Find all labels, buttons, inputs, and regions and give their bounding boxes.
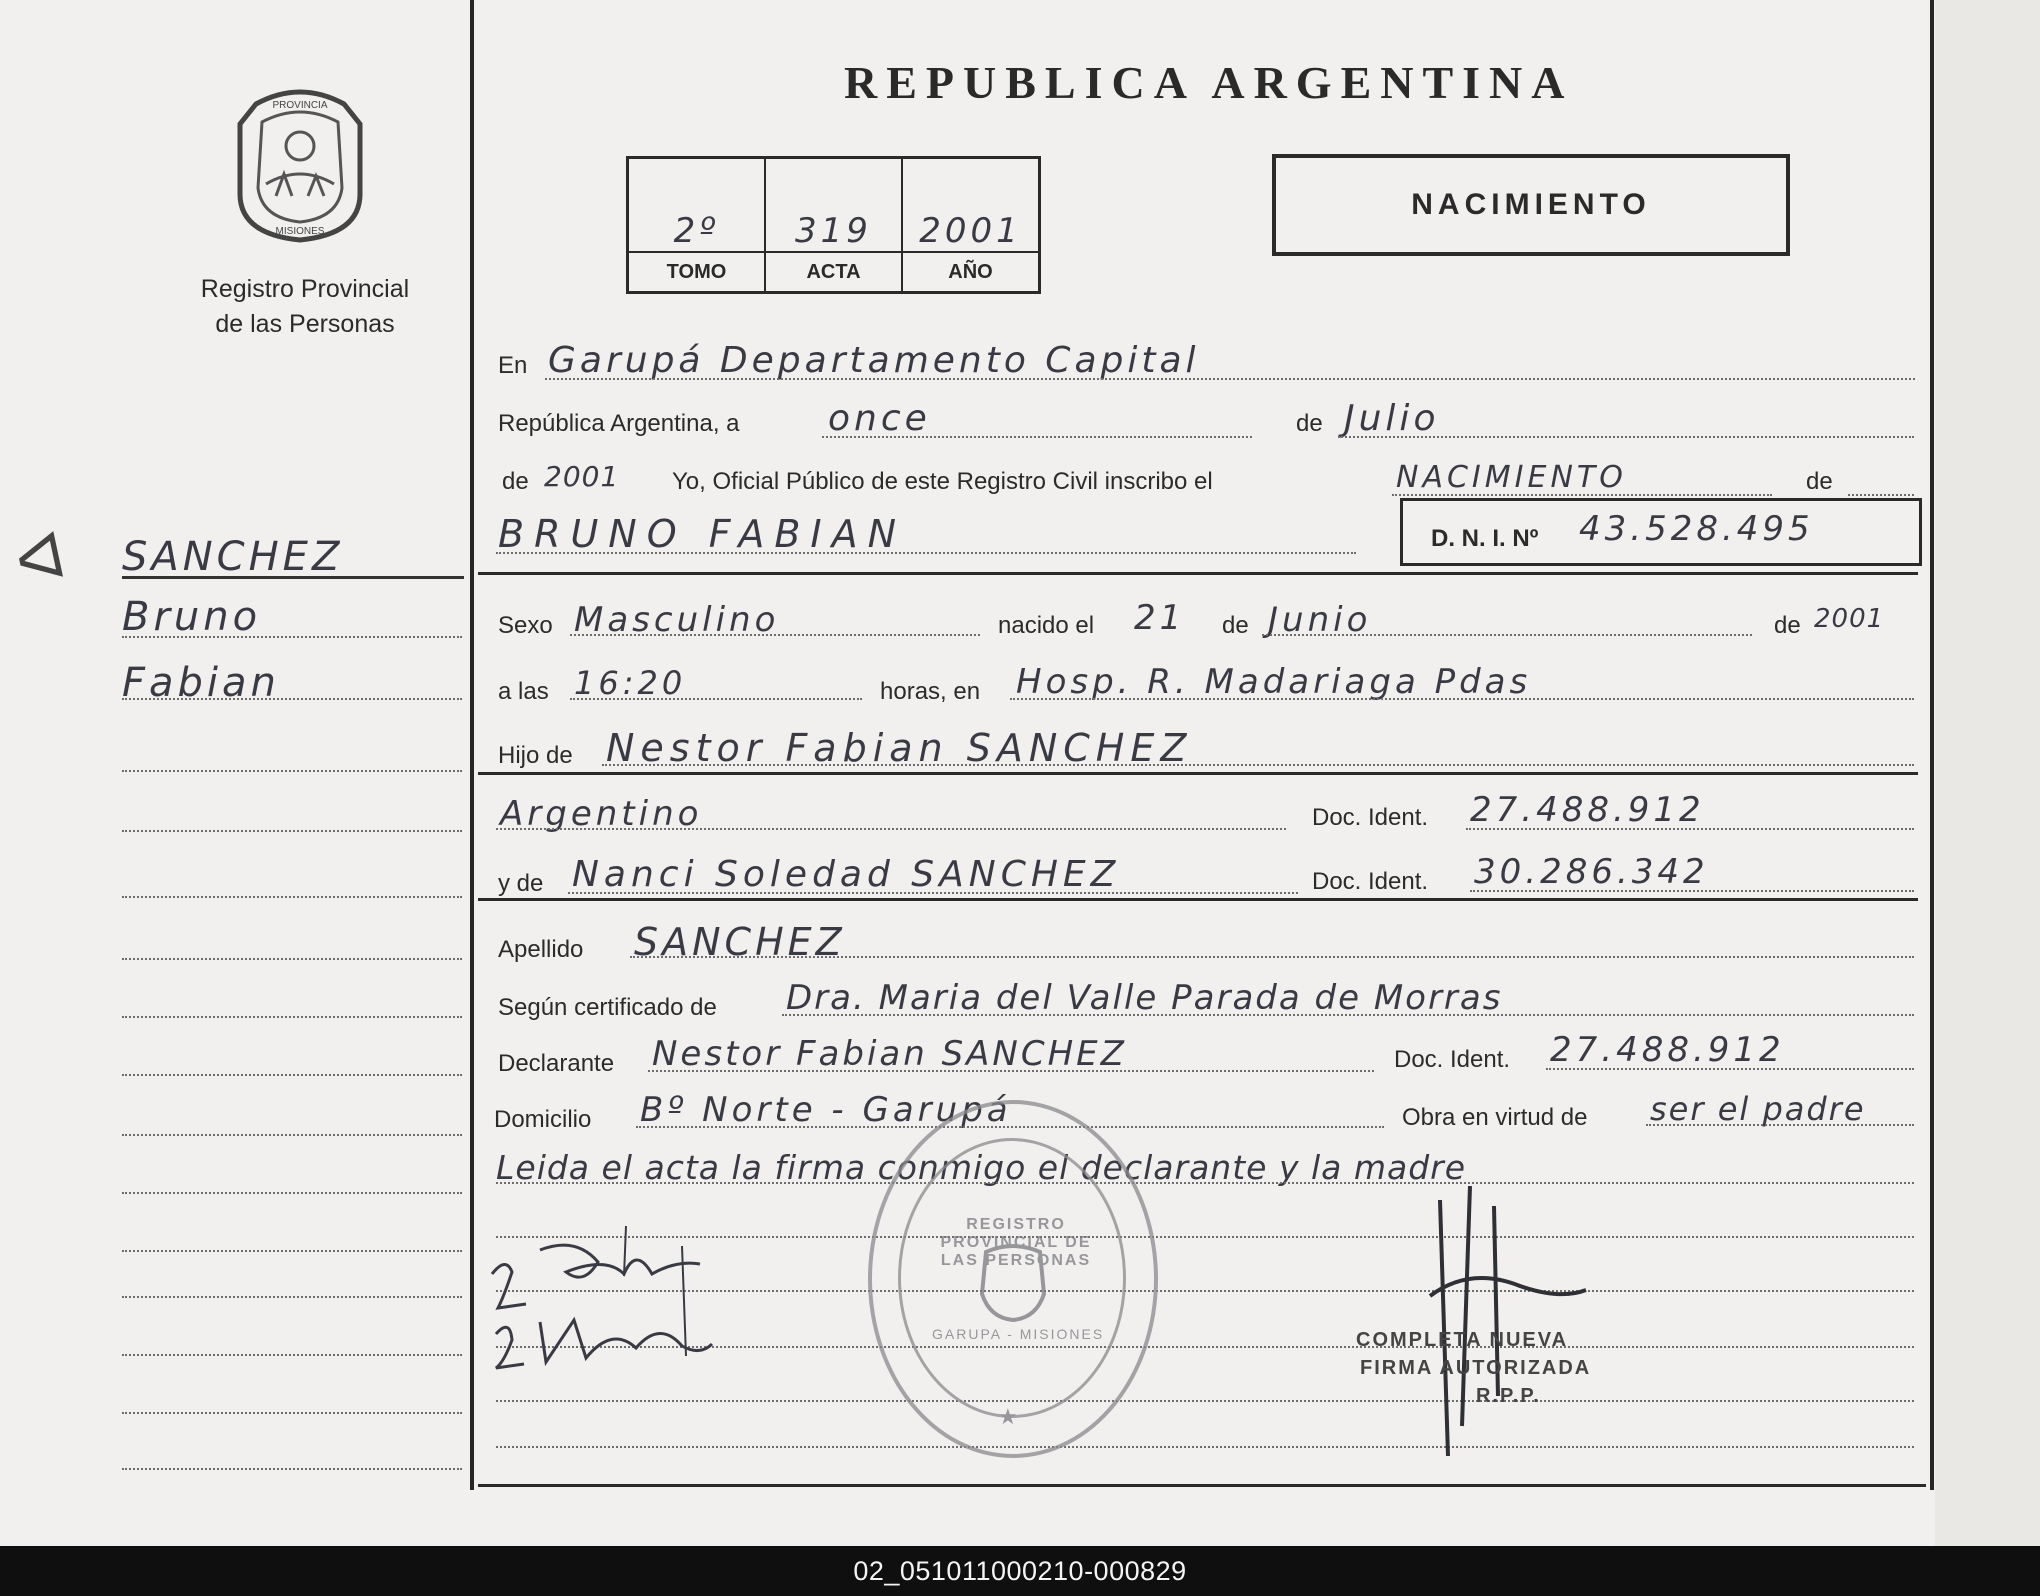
svg-text:PROVINCIA: PROVINCIA [272, 100, 328, 111]
margin-surname: SANCHEZ [122, 534, 344, 580]
registry-name-line2: de las Personas [215, 310, 395, 338]
margin-line [122, 1134, 462, 1136]
certificado-line [782, 1014, 1914, 1016]
margin-line [122, 1250, 462, 1252]
apellido-label: Apellido [498, 936, 584, 963]
de1-label: de [1296, 410, 1323, 437]
right-column-divider [1930, 0, 1934, 1490]
margin-line [122, 1468, 462, 1470]
apellido-line [630, 956, 1914, 958]
margin-line [122, 770, 462, 772]
stamp-seal-icon [976, 1242, 1050, 1322]
stamp-star-icon: ★ [998, 1404, 1018, 1429]
firma-stamp-line3: R.P.P. [1476, 1385, 1541, 1407]
declarante-label: Declarante [498, 1050, 615, 1077]
padre-value: Nestor Fabian SANCHEZ [606, 726, 1193, 770]
round-registry-stamp [868, 1100, 1158, 1458]
margin-line [122, 1296, 462, 1298]
image-id-footer: 02_051011000210-000829 [0, 1546, 2040, 1596]
padre-nacionalidad: Argentino [500, 794, 703, 834]
mes-value: Julio [1344, 398, 1440, 439]
margin-line [122, 1412, 462, 1414]
doc-type-label: NACIMIENTO [1411, 188, 1651, 221]
inscribe-value: NACIMIENTO [1396, 460, 1627, 495]
doc1-line [1466, 828, 1914, 830]
de3-line [1848, 494, 1914, 496]
en-label: En [498, 352, 528, 379]
doc3-value: 27.488.912 [1550, 1030, 1785, 1070]
alas-label: a las [498, 678, 549, 705]
stamp-text: REGISTRO PROVINCIAL DE LAS PERSONAS [940, 1216, 1092, 1269]
sexo-value: Masculino [574, 600, 780, 640]
hora-line [570, 698, 862, 700]
hora-value: 16:20 [574, 664, 687, 702]
margin-line [122, 636, 462, 638]
firma-stamp-line1: COMPLETA NUEVA [1356, 1329, 1569, 1351]
sexo-label: Sexo [498, 612, 553, 639]
doc2-line [1470, 890, 1914, 892]
stamp-sub-text: GARUPA - MISIONES [932, 1326, 1105, 1342]
margin-line [122, 1016, 462, 1018]
nacido-mes: Junio [1268, 600, 1372, 640]
anio-value: 2001 [902, 158, 1040, 253]
anio-label: AÑO [902, 252, 1040, 293]
nombre-line [496, 552, 1356, 554]
yde-label: y de [498, 870, 544, 897]
padre-nac-line [496, 828, 1286, 830]
hijo-label: Hijo de [498, 742, 573, 769]
misiones-seal-icon [226, 84, 374, 244]
padre-line [602, 764, 1914, 766]
margin-rule [122, 576, 464, 579]
svg-text:MISIONES: MISIONES [275, 226, 325, 237]
acta-table [626, 156, 1041, 294]
nacido-dia: 21 [1134, 598, 1186, 638]
en-value: Garupá Departamento Capital [548, 340, 1200, 381]
de3-label: de [1806, 468, 1833, 495]
declarante-signature-icon [486, 1216, 736, 1376]
doc1-label: Doc. Ident. [1312, 804, 1429, 831]
country-title: REPUBLICA ARGENTINA [844, 57, 1574, 108]
declarante-value: Nestor Fabian SANCHEZ [652, 1034, 1127, 1074]
dia-value: once [828, 398, 931, 439]
margin-line [122, 1074, 462, 1076]
doc-type-box [1272, 154, 1790, 256]
dni-box [1400, 498, 1922, 566]
margin-line [122, 896, 462, 898]
margin-line [122, 1192, 462, 1194]
madre-line [568, 892, 1298, 894]
form-line [496, 1182, 1914, 1184]
margin-line [122, 698, 462, 700]
page-edge [1935, 0, 2040, 1546]
de2-label: de [502, 468, 529, 495]
de4-label: de [1222, 612, 1249, 639]
dni-value: 43.528.495 [1579, 509, 1814, 549]
declarante-line [648, 1070, 1374, 1072]
domicilio-label: Domicilio [494, 1106, 592, 1133]
madre-value: Nanci Soledad SANCHEZ [572, 854, 1121, 895]
doc2-label: Doc. Ident. [1312, 868, 1429, 895]
section-divider-3 [478, 898, 1918, 901]
dia-line [822, 436, 1252, 438]
acta-label: ACTA [765, 252, 902, 293]
mes-line [1338, 436, 1914, 438]
nacido-label: nacido el [998, 612, 1095, 639]
firma-stamp [1356, 1326, 1591, 1410]
obra-label: Obra en virtud de [1402, 1104, 1588, 1131]
obra-line [1646, 1124, 1914, 1126]
section-divider-2 [478, 772, 1918, 775]
margin-check-mark: ᐊ [8, 518, 73, 600]
de5-label: de [1774, 612, 1801, 639]
firma-stamp-line2: FIRMA AUTORIZADA [1360, 1357, 1592, 1379]
obra-value: ser el padre [1650, 1090, 1866, 1128]
apellido-value: SANCHEZ [634, 920, 846, 964]
sexo-line [570, 634, 980, 636]
lugar-value: Hosp. R. Madariaga Pdas [1016, 662, 1532, 702]
registry-name-line1: Registro Provincial [200, 275, 410, 303]
en-line [545, 378, 1915, 380]
yo-text: Yo, Oficial Público de este Registro Civil inscribo el [672, 468, 1213, 495]
nombre-value: BRUNO FABIAN [498, 512, 907, 556]
anio-escrito: 2001 [544, 460, 620, 493]
doc3-label: Doc. Ident. [1394, 1046, 1511, 1073]
registry-name [150, 272, 460, 342]
republica-label: República Argentina, a [498, 410, 740, 437]
doc3-line [1546, 1068, 1914, 1070]
domicilio-value: Bº Norte - Garupá [640, 1090, 1012, 1130]
certificado-value: Dra. Maria del Valle Parada de Morras [786, 978, 1503, 1018]
margin-name-2: Fabian [122, 660, 280, 706]
left-column-divider [470, 0, 474, 1490]
doc2-value: 30.286.342 [1474, 852, 1709, 892]
bottom-frame-line [478, 1484, 1926, 1487]
inscribe-line [1392, 494, 1772, 496]
nacido-anio: 2001 [1814, 604, 1885, 634]
form-line [496, 1400, 1914, 1402]
margin-line [122, 830, 462, 832]
segun-label: Según certificado de [498, 994, 717, 1021]
lugar-line [1010, 698, 1914, 700]
margin-line [122, 958, 462, 960]
margin-line [122, 1354, 462, 1356]
dni-label: D. N. I. Nº [1431, 525, 1539, 552]
nacido-mes-line [1262, 634, 1752, 636]
tomo-label: TOMO [628, 252, 766, 293]
horas-label: horas, en [880, 678, 981, 705]
tomo-value: 2º [628, 158, 766, 253]
lectura-value: Leida el acta la firma conmigo el declarante y la madre [496, 1148, 1467, 1187]
form-line [496, 1446, 1914, 1448]
acta-value: 319 [765, 158, 902, 253]
section-divider-1 [478, 572, 1918, 575]
doc1-value: 27.488.912 [1470, 790, 1705, 830]
margin-name-1: Bruno [122, 594, 262, 640]
